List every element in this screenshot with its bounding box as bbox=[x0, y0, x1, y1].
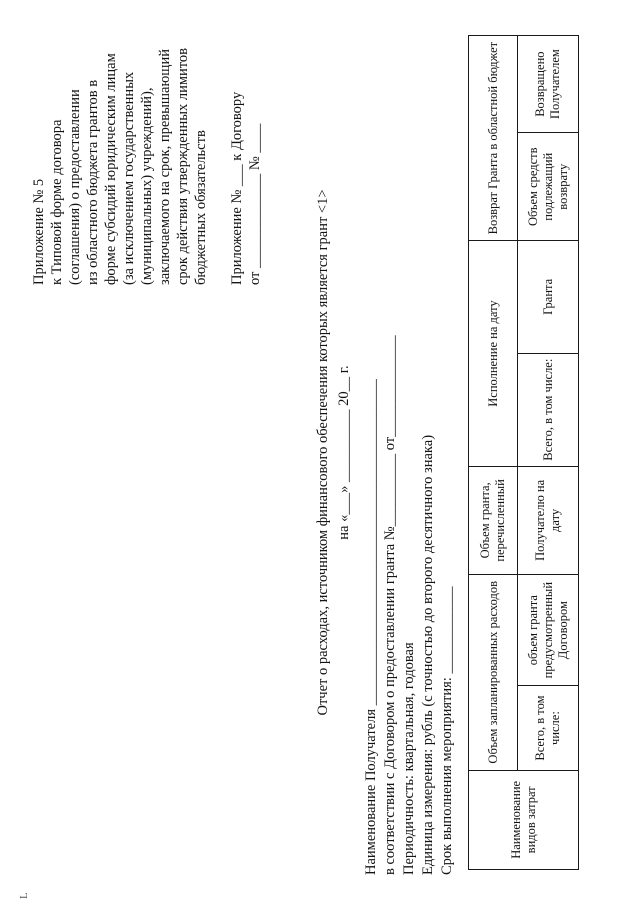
annex-spacer bbox=[210, 0, 228, 285]
contract-annex-line: Приложение № ___ к Договору bbox=[229, 91, 245, 285]
annex-line: срок действия утвержденных лимитов bbox=[175, 47, 191, 285]
subheader-to-recipient-on-date: Получателю на дату bbox=[518, 466, 579, 574]
annex-header bbox=[30, 0, 264, 285]
annex-line: форме субсидий юридическим лицам bbox=[103, 53, 119, 285]
annex-line: бюджетных обязательств bbox=[193, 130, 209, 285]
report-title: Отчет о расходах, источником финансового обеспечения которых является грант <1> bbox=[315, 189, 331, 716]
contract-reference-line: в соответствии с Договором о предоставлении гранта №__________ от______________ bbox=[382, 335, 398, 875]
unit-line: Единица измерения: рубль (с точностью до второго десятичного знака) bbox=[420, 434, 436, 875]
report-date-line: на «___» __________ 20__ г. bbox=[336, 365, 352, 540]
header-grant-refund: Возврат Гранта в областной бюджет bbox=[469, 36, 518, 241]
annex-line: (муниципальных) учреждений), bbox=[139, 87, 155, 285]
periodicity-line: Периодичность: квартальная, годовая bbox=[401, 642, 417, 875]
expense-report-table bbox=[468, 35, 579, 870]
subheader-planned-total: Всего, в том числе: bbox=[518, 686, 579, 770]
scan-corner-mark: L bbox=[18, 892, 30, 899]
subheader-execution-grant: Гранта bbox=[518, 241, 579, 353]
header-expense-type: Наименование видов затрат bbox=[469, 770, 579, 869]
header-grant-transferred: Объем гранта, перечисленный bbox=[469, 466, 518, 574]
annex-line: к Типовой форме договора bbox=[49, 119, 65, 285]
deadline-line: Срок выполнения мероприятия: ____________ bbox=[439, 586, 455, 875]
table-header-row bbox=[469, 36, 518, 870]
annex-line: Приложение № 5 bbox=[31, 178, 47, 285]
report-meta bbox=[362, 235, 457, 875]
subheader-refund-due: Объем средств подлежащий возврату bbox=[518, 133, 579, 241]
header-planned-expenses: Объем запланированных расходов bbox=[469, 574, 518, 770]
table-subheader-row bbox=[518, 36, 579, 870]
subheader-grant-by-contract: объем гранта предусмотренный Договором bbox=[518, 574, 579, 686]
contract-date-line: от _____________ № ____ bbox=[247, 123, 263, 285]
annex-line: заключаемого на срок, превышающий bbox=[157, 49, 173, 285]
annex-line: из областного бюджета грантов в bbox=[85, 79, 101, 285]
subheader-execution-total: Всего, в том числе: bbox=[518, 353, 579, 466]
annex-line: (соглашения) о предоставлении bbox=[67, 89, 83, 285]
subheader-refunded-by-recipient: Возвращено Получателем bbox=[518, 36, 579, 133]
recipient-name-line: Наименование Получателя _____________________________________________ bbox=[363, 379, 379, 875]
annex-line: (за исключением государственных bbox=[121, 71, 137, 285]
header-execution-on-date: Исполнение на дату bbox=[469, 241, 518, 467]
